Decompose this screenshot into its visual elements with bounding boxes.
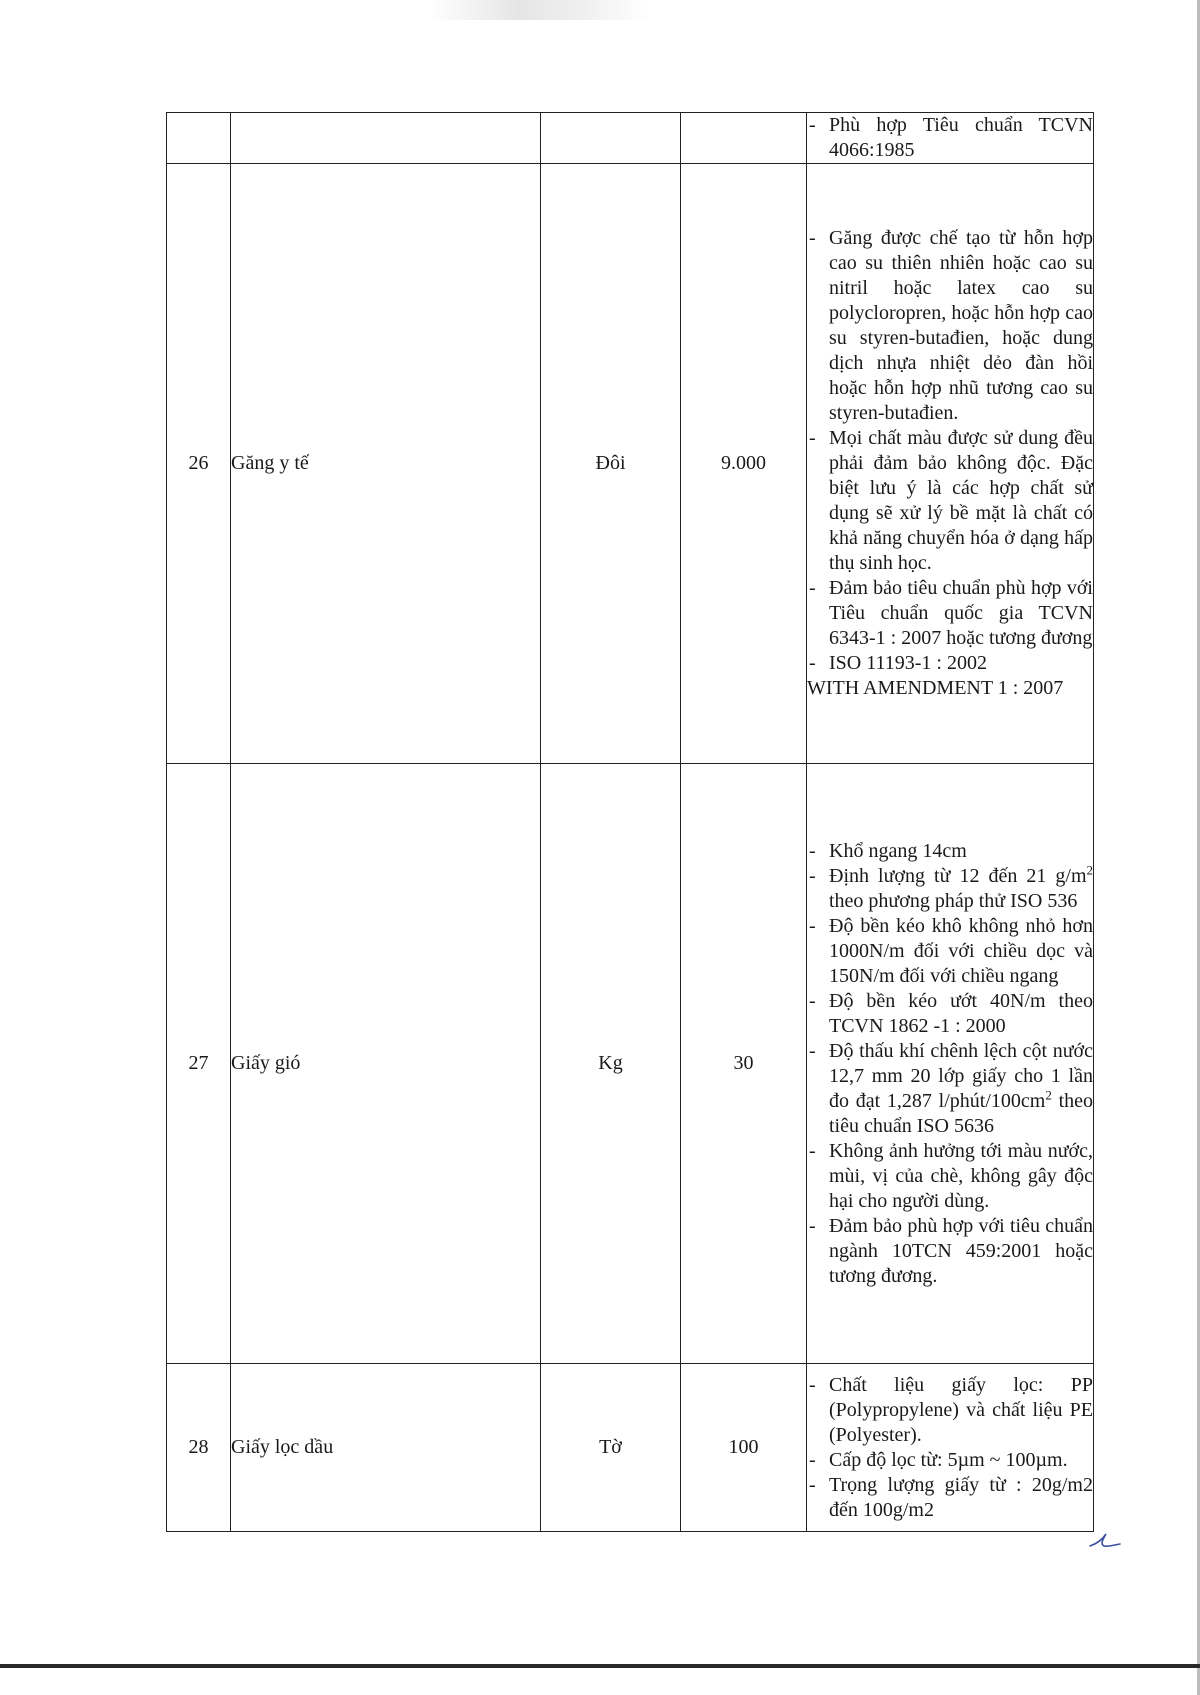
spec-item-continuation: WITH AMENDMENT 1 : 2007 xyxy=(807,677,1064,699)
cell-stt xyxy=(167,113,231,164)
cell-unit: Tờ xyxy=(541,1364,681,1532)
spec-item: - Phù hợp Tiêu chuẩn TCVN 4066:1985 xyxy=(807,113,1093,163)
spec-item: - Độ bền kéo khô không nhỏ hơn 1000N/m đối với chiều dọc và 150N/m đối với chiều ngang xyxy=(807,914,1093,989)
spec-item: - Cấp độ lọc từ: 5µm ~ 100µm. xyxy=(807,1448,1093,1473)
spec-item: - Độ bền kéo ướt 40N/m theo TCVN 1862 -1 : 2000 xyxy=(807,989,1093,1039)
specification-table xyxy=(166,112,1094,1532)
cell-name: Giấy gió xyxy=(231,764,541,1364)
initial-signature-mark xyxy=(1088,1530,1122,1552)
spec-item: - Không ảnh hưởng tới màu nước, mùi, vị của chè, không gây độc hại cho người dùng. xyxy=(807,1139,1093,1214)
cell-specs xyxy=(807,164,1094,764)
cell-qty xyxy=(681,113,807,164)
spec-text: Độ thấu khí chênh lệch cột nước 12,7 mm 20 lớp giấy cho 1 lần đo đạt 1,287 l/phút/100cm xyxy=(829,1039,1093,1112)
cell-unit xyxy=(541,113,681,164)
superscript: 2 xyxy=(1086,861,1093,877)
table-row-28 xyxy=(167,1364,1094,1532)
table-row-26 xyxy=(167,164,1094,764)
cell-name: Găng y tế xyxy=(231,164,541,764)
spec-item: - Đảm bảo tiêu chuẩn phù hợp với Tiêu chuẩn quốc gia TCVN 6343-1 : 2007 hoặc tương đương xyxy=(807,576,1093,651)
spec-item: - Găng được chế tạo từ hỗn hợp cao su thiên nhiên hoặc cao su nitril hoặc latex cao su polycloropren, hoặc hỗn hợp cao su styren-butađien, hoặc dung dịch nhựa nhiệt dẻo đàn hồi hoặc hỗn hợp nhũ tương cao su styren-butađien. xyxy=(807,226,1093,426)
scan-artifact-top xyxy=(430,0,650,20)
spec-item: - Trọng lượng giấy từ : 20g/m2 đến 100g/m2 xyxy=(807,1473,1093,1523)
cell-stt: 28 xyxy=(167,1364,231,1532)
cell-specs xyxy=(807,764,1094,1364)
spec-item: - ISO 11193-1 : 2002 xyxy=(807,651,1093,676)
table-row-27 xyxy=(167,764,1094,1364)
cell-qty: 9.000 xyxy=(681,164,807,764)
table-row-continuation xyxy=(167,113,1094,164)
spec-text: theo tiêu chuẩn ISO 5636 xyxy=(829,1089,1094,1137)
cell-stt: 26 xyxy=(167,164,231,764)
spec-item: - Đảm bảo phù hợp với tiêu chuẩn ngành 10TCN 459:2001 hoặc tương đương. xyxy=(807,1214,1093,1289)
cell-specs xyxy=(807,113,1094,164)
cell-specs xyxy=(807,1364,1094,1532)
superscript: 2 xyxy=(1045,1086,1052,1102)
cell-qty: 30 xyxy=(681,764,807,1364)
cell-stt: 27 xyxy=(167,764,231,1364)
spec-item xyxy=(807,1039,1093,1139)
spec-item: - Khổ ngang 14cm xyxy=(807,839,1093,864)
spec-text: Định lượng từ 12 đến 21 g/m xyxy=(829,864,1087,887)
spec-item: - Mọi chất màu được sử dung đều phải đảm bảo không độc. Đặc biệt lưu ý là các hợp chất sử dụng sẽ xử lý bề mặt là chất có khả năng chuyển hóa ở dạng hấp thụ sinh học. xyxy=(807,426,1093,576)
cell-name: Giấy lọc dầu xyxy=(231,1364,541,1532)
cell-unit: Kg xyxy=(541,764,681,1364)
cell-qty: 100 xyxy=(681,1364,807,1532)
page-bottom-rule xyxy=(0,1664,1200,1668)
spec-text: theo phương pháp thử ISO 536 xyxy=(829,889,1078,912)
cell-name xyxy=(231,113,541,164)
spec-item: - Chất liệu giấy lọc: PP (Polypropylene) và chất liệu PE (Polyester). xyxy=(807,1373,1093,1448)
cell-unit: Đôi xyxy=(541,164,681,764)
spec-item xyxy=(807,861,1093,914)
